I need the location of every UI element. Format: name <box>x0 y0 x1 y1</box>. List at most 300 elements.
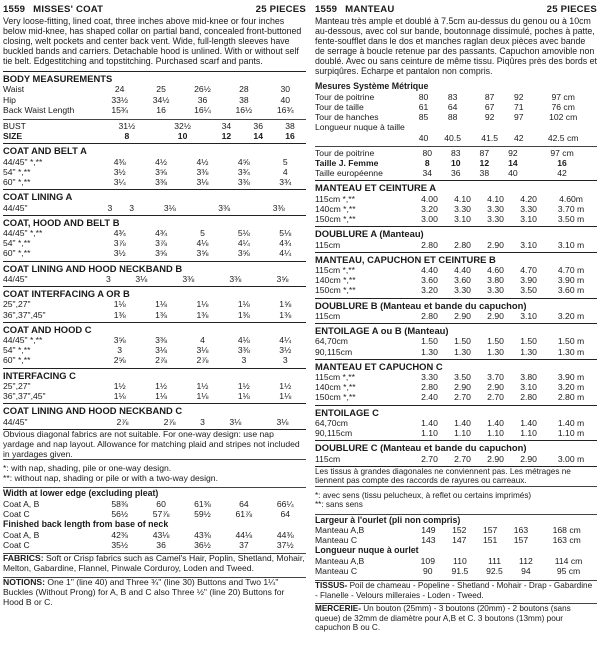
section-title: COAT INTERFACING A OR B <box>3 286 306 299</box>
cell-value: 43⅛ <box>152 529 170 540</box>
section-table <box>315 372 597 403</box>
cell-value: 4.40 <box>454 264 471 275</box>
table-row <box>3 299 306 309</box>
cell-value: 4¼ <box>279 335 292 346</box>
row-label: 44/45" <box>3 202 28 213</box>
width-heading: Width at lower edge (excluding pleat) <box>3 487 306 499</box>
yardage-section <box>3 215 306 259</box>
cell-value: 2.70 <box>487 392 504 403</box>
section-table <box>3 335 306 366</box>
cell-value: 3 <box>107 202 113 213</box>
cell-value: 3 <box>200 416 205 427</box>
table-row <box>3 417 306 427</box>
cell-value: 3⅞ <box>113 238 126 249</box>
cell-value: 3⅜ <box>218 202 231 213</box>
cell-value: 1½ <box>279 380 292 391</box>
row-label: 64,70cm <box>315 417 348 428</box>
table-row <box>315 347 597 357</box>
english-column <box>3 4 306 608</box>
cell-value: 41.5 <box>481 132 499 143</box>
english-description: Very loose-fitting, lined coat, three inches above mid-knee or four inches below mid-knee, has shaped collar on partial band, concealed front-buttoned closing, welt pockets and center back vent. Wide, full-length sleeves have buckled bands and carriers. Detachable hood is unlined. With or without self tie belt. Edgestitching and topstitching. Purchased scarf and pants. <box>3 15 302 66</box>
row-label: 44/45" <box>3 273 28 284</box>
cell-value: 3.30 <box>421 372 438 383</box>
cell-value: 4.10 <box>487 193 504 204</box>
cell-value: 3.70 m <box>557 203 585 214</box>
cell-value: 1.50 m <box>557 336 585 347</box>
cell-value: 1⅛ <box>113 299 126 310</box>
section-title: DOUBLURE C (Manteau et bande du capuchon) <box>315 440 597 453</box>
row-label: 54" *,** <box>3 345 31 356</box>
cell-value: 64 <box>239 498 249 509</box>
section-title: COAT AND HOOD C <box>3 322 306 335</box>
cell-value: 157 <box>513 535 529 546</box>
cell-value: 36 <box>451 168 461 179</box>
cell-value: 3.50 m <box>557 214 585 225</box>
cell-value: 3⅝ <box>276 273 289 284</box>
fabrics-block <box>3 553 306 574</box>
table-row <box>315 265 597 275</box>
cell-value: 109 <box>420 556 435 567</box>
cell-value: 4.20 <box>520 193 537 204</box>
section-title: MANTEAU, CAPUCHON ET CEINTURE B <box>315 252 597 265</box>
cell-value: 3¾ <box>237 166 250 177</box>
cell-value: 92 <box>513 91 524 102</box>
row-label: Manteau C <box>315 566 358 577</box>
cell-value: 60 <box>156 498 166 509</box>
table-row <box>3 228 306 238</box>
row-label: 140cm *,** <box>315 382 356 393</box>
yardage-section <box>3 143 306 187</box>
cell-value: 3⅛ <box>196 177 209 188</box>
row-label: 150cm *,** <box>315 392 356 403</box>
cell-value: 3.80 <box>520 372 537 383</box>
section-table <box>3 203 306 213</box>
cell-value: 97 cm <box>550 147 574 158</box>
row-label: 54" *,** <box>3 238 31 249</box>
cell-value: 3.30 <box>520 203 537 214</box>
table-row <box>315 556 597 566</box>
row-label: 36",37",45" <box>3 391 46 402</box>
section-table <box>3 299 306 319</box>
row-label: 44/45" *,** <box>3 228 43 238</box>
cell-value: 2.80 m <box>557 392 585 403</box>
row-label: 140cm *,** <box>315 203 356 214</box>
table-row <box>315 372 597 382</box>
cell-value: 1.10 m <box>557 428 585 439</box>
cell-value: 35½ <box>111 539 129 550</box>
cell-value: 87 <box>479 147 490 158</box>
cell-value: 2.70 <box>454 453 471 464</box>
cell-value: 3 <box>129 202 135 213</box>
section-table <box>315 454 597 464</box>
table-row <box>3 105 306 115</box>
table-row <box>3 310 306 320</box>
table-row <box>315 285 597 295</box>
cell-value: 1.50 <box>520 336 537 347</box>
cell-value: 61⅞ <box>235 508 253 519</box>
cell-value: 2⅞ <box>196 355 209 366</box>
cell-value: 8 <box>124 131 130 142</box>
cell-value: 3.10 <box>520 239 537 250</box>
section-title: MANTEAU ET CEINTURE A <box>315 180 597 193</box>
cell-value: 3⅛ <box>163 202 176 213</box>
cell-value: 3.60 <box>421 275 438 286</box>
body-measurements-table <box>3 84 306 115</box>
cell-value: 34½ <box>152 94 170 105</box>
section-title: COAT AND BELT A <box>3 143 306 156</box>
table-row <box>3 121 306 131</box>
cell-value: 90 <box>423 566 433 577</box>
nap-note-without: **: sans sens <box>315 500 363 510</box>
cell-value: 4⅛ <box>196 238 209 249</box>
cell-value: 42⅜ <box>111 529 129 540</box>
cell-value: 44⅛ <box>235 529 253 540</box>
table-row <box>315 535 597 545</box>
cell-value: 1.10 <box>421 428 438 439</box>
row-label: 36",37",45" <box>3 309 46 320</box>
cell-value: 3⅜ <box>196 166 209 177</box>
yardage-section <box>315 180 597 224</box>
cell-value <box>434 122 471 132</box>
cell-value: 3⅝ <box>155 248 168 259</box>
cell-value: 10 <box>177 131 188 142</box>
cell-value: 2.80 <box>421 382 438 393</box>
cell-value: 1⅛ <box>196 391 209 402</box>
cell-value: 4 <box>200 335 205 346</box>
cell-value: 2.90 <box>454 310 471 321</box>
cell-value: 88 <box>447 112 458 123</box>
cell-value: 14 <box>253 131 263 142</box>
cell-value: 1.40 <box>520 417 537 428</box>
table-row <box>3 95 306 105</box>
cell-value: 111 <box>487 556 501 567</box>
metric-heading: Mesures Système Métrique <box>315 81 429 92</box>
section-title: COAT LINING AND HOOD NECKBAND C <box>3 403 306 416</box>
row-label: 115cm *,** <box>315 193 355 204</box>
cell-value: 58⅜ <box>111 498 129 509</box>
cell-value: 83 <box>451 147 461 158</box>
tissus-block <box>315 580 597 600</box>
cell-value: 2.70 <box>454 392 471 403</box>
cell-value: 1½ <box>196 380 209 391</box>
section-title: DOUBLURE A (Manteau) <box>315 226 597 239</box>
table-row <box>315 311 597 321</box>
cell-value: 4¾ <box>113 228 126 238</box>
row-label: Hip <box>3 94 16 105</box>
table-row <box>3 274 306 284</box>
cell-value: 3.30 <box>487 285 504 296</box>
cell-value: 1.50 <box>487 336 504 347</box>
cell-value: 1⅛ <box>196 299 209 310</box>
yardage-section <box>315 252 597 296</box>
pattern-title: MISSES' COAT <box>33 4 104 15</box>
cell-value: 34 <box>221 120 232 131</box>
cell-value: 149 <box>421 525 436 536</box>
cell-value: 2⅝ <box>113 355 126 366</box>
yardage-section <box>315 405 597 439</box>
cell-value: 3⅝ <box>196 248 209 259</box>
cell-value: 1⅜ <box>113 309 126 320</box>
row-label: 115cm *,** <box>315 372 355 383</box>
french-column <box>315 4 597 633</box>
diagonal-note: Les tissus à grandes diagonales ne conviennent pas. Les métrages ne tiennent pas compte des raccords de rayures ou carreaux. <box>315 466 597 487</box>
cell-value: 151 <box>482 535 498 546</box>
table-row <box>3 167 306 177</box>
cell-value: 16½ <box>235 104 253 115</box>
table-row <box>3 157 306 167</box>
nap-note-without: **: without nap, shading or pile or with a two-way design. <box>3 473 218 484</box>
cell-value: 1.30 <box>421 346 438 357</box>
table-row <box>3 238 306 248</box>
row-label: Coat C <box>3 539 30 550</box>
cell-value: 3.10 m <box>557 239 585 250</box>
tissus-label: TISSUS- <box>315 581 348 591</box>
cell-value: 1.50 <box>454 336 471 347</box>
row-label: Back Waist Length <box>3 104 75 115</box>
cell-value: 36½ <box>194 539 211 550</box>
table-row <box>3 203 306 213</box>
cell-value: 143 <box>421 535 436 546</box>
cell-value: 92 <box>508 147 518 158</box>
cell-value: 91.5 <box>451 566 469 577</box>
cell-value: 15¾ <box>111 104 129 115</box>
cell-value: 2.80 <box>421 310 438 321</box>
cell-value: 3⅝ <box>237 248 250 259</box>
section-title: INTERFACING C <box>3 368 306 381</box>
cell-value: 3.00 m <box>557 453 585 464</box>
cell-value: 3⅜ <box>229 273 242 284</box>
cell-value: 5⅛ <box>279 228 292 238</box>
cell-value: 1⅛ <box>237 391 250 402</box>
cell-value: 80 <box>422 147 433 158</box>
table-row <box>315 122 597 132</box>
cell-value: 3.90 m <box>557 372 585 383</box>
table-row <box>3 335 306 345</box>
table-row <box>315 214 597 224</box>
cell-value: 3 <box>106 273 111 284</box>
cell-value: 3.00 <box>421 214 438 225</box>
yardage-section <box>315 298 597 321</box>
cell-value: 3¾ <box>279 177 292 188</box>
cell-value: 40 <box>280 94 291 105</box>
cell-value: 1.10 <box>454 428 471 439</box>
pattern-title: MANTEAU <box>345 4 395 15</box>
section-title: COAT, HOOD AND BELT B <box>3 215 306 228</box>
cell-value: 1.30 <box>520 346 537 357</box>
cell-value: 2.90 <box>487 382 504 393</box>
pieces-count: 25 PIECES <box>546 4 597 15</box>
cell-value: 4.70 <box>520 264 537 275</box>
section-title: DOUBLURE B (Manteau et bande du capuchon) <box>315 298 597 311</box>
table-row <box>3 509 306 519</box>
yardage-section <box>3 368 306 402</box>
cell-value: 2.80 <box>520 392 537 403</box>
cell-value: 3⅛ <box>155 345 168 356</box>
cell-value: 64 <box>280 508 291 519</box>
cell-value: 3½ <box>113 248 126 259</box>
cell-value: 36 <box>253 120 263 131</box>
pieces-count: 25 PIECES <box>255 4 306 15</box>
size-table <box>3 121 306 141</box>
row-label: 44/45" *,** <box>3 335 43 346</box>
cell-value: 92.5 <box>486 566 503 577</box>
row-label: 150cm *,** <box>315 214 356 225</box>
row-label: Manteau A,B <box>315 525 365 536</box>
cell-value: 32½ <box>174 120 191 131</box>
row-label: 140cm *,** <box>315 275 356 286</box>
cell-value: 10 <box>451 157 461 168</box>
cell-value: 40 <box>508 168 518 179</box>
table-row <box>315 168 597 178</box>
table-row <box>315 336 597 346</box>
table-row <box>3 540 306 550</box>
cell-value: 102 cm <box>549 112 578 123</box>
cell-value: 2.70 <box>421 453 438 464</box>
cell-value: 1⅛ <box>113 391 126 402</box>
cell-value: 2.40 <box>421 392 438 403</box>
divider <box>315 146 597 147</box>
cell-value <box>529 122 597 132</box>
cell-value: 1⅜ <box>196 309 209 320</box>
table-row <box>3 248 306 258</box>
table-row <box>3 391 306 401</box>
cell-value: 5 <box>282 156 288 167</box>
section-title: ENTOILAGE C <box>315 405 597 418</box>
cell-value: 110 <box>453 556 467 567</box>
cell-value: 1.30 <box>454 346 471 357</box>
size-table <box>315 148 597 179</box>
row-label: 64,70cm <box>315 336 348 347</box>
cell-value: 40 <box>418 132 429 143</box>
cell-value: 3.20 m <box>557 310 585 321</box>
row-label: BUST <box>3 120 26 131</box>
cell-value: 67 <box>484 101 495 112</box>
cell-value: 66¼ <box>276 498 294 509</box>
cell-value: 4.40 <box>421 264 438 275</box>
row-label: 44/45" <box>3 416 28 427</box>
cell-value: 3.20 <box>421 203 438 214</box>
cell-value: 34 <box>422 168 433 179</box>
cell-value: 2.90 <box>487 310 504 321</box>
cell-value: 14 <box>508 157 518 168</box>
divider <box>3 119 306 120</box>
cell-value: 38 <box>479 168 490 179</box>
cell-value: 3 <box>241 355 247 366</box>
cell-value: 37 <box>239 539 249 550</box>
cell-value: 4⅜ <box>113 156 126 167</box>
cell-value: 3⅛ <box>229 416 242 427</box>
cell-value: 4.70 m <box>557 264 585 275</box>
cell-value: 3 <box>282 355 288 366</box>
cell-value: 1.40 <box>487 417 504 428</box>
cell-value: 2⅞ <box>163 416 176 427</box>
cell-value: 1⅜ <box>279 309 292 320</box>
cell-value: 71 <box>513 101 524 112</box>
metric-measurements-table <box>315 92 597 143</box>
table-row <box>3 345 306 355</box>
cell-value: 28 <box>239 84 249 95</box>
cell-value: 1⅝ <box>279 299 292 310</box>
cell-value: 1½ <box>237 380 250 391</box>
table-row <box>3 381 306 391</box>
table-row <box>315 382 597 392</box>
cell-value: 16 <box>156 104 166 115</box>
cell-value: 4.60m <box>559 193 583 204</box>
row-label: Waist <box>3 84 25 95</box>
row-label: Coat A, B <box>3 498 40 509</box>
french-header <box>315 4 597 16</box>
cell-value: 3½ <box>279 345 292 356</box>
mercerie-text: Un bouton (25mm) - 3 boutons (20mm) - 2 boutons (sans queue) de 32mm de diamètre pour A,B et C. 3 boutons (13mm) pour capuchon B ou C. <box>315 604 571 633</box>
row-label <box>315 133 413 143</box>
cell-value: 30 <box>280 84 291 95</box>
cell-value: 1⅛ <box>237 299 250 310</box>
cell-value: 12 <box>479 157 490 168</box>
notions-text: One 1" (line 40) and Three ¾" (line 30) Buttons and Two 1¼" Buckles (Without Prong) for A, B and C also Three ½" (line 20) Buttons for Hood B or C. <box>3 576 285 607</box>
row-label: Longueur nuque à taille <box>315 122 405 133</box>
cell-value: 3.30 <box>454 203 471 214</box>
row-label: 115cm *,** <box>315 264 355 275</box>
cell-value: 1½ <box>113 380 126 391</box>
cell-value: 42.5 cm <box>547 132 579 143</box>
cell-value: 36 <box>156 539 166 550</box>
yardage-section <box>315 226 597 249</box>
yardage-section <box>3 189 306 212</box>
row-label: 115cm <box>315 310 341 321</box>
fabrics-label: FABRICS: <box>3 553 44 564</box>
cell-value: 92 <box>484 112 495 123</box>
cell-value: 37½ <box>276 539 294 550</box>
cell-value: 59½ <box>194 508 211 519</box>
cell-value: 3⅜ <box>237 345 250 356</box>
cell-value: 1.50 <box>421 336 438 347</box>
cell-value: 3⅝ <box>113 335 126 346</box>
largeur-heading: Largeur à l'ourlet (pli non compris) <box>315 514 597 526</box>
cell-value: 3⅜ <box>155 335 168 346</box>
diagonal-note: Obvious diagonal fabrics are not suitable. For one-way design: use nap yardage and nap layout. Allowance for matching plaid and stripes not included in yardages given. <box>3 429 306 461</box>
section-table <box>3 157 306 188</box>
cell-value: 1⅛ <box>279 391 292 402</box>
yardage-section <box>315 323 597 357</box>
mercerie-block <box>315 603 597 632</box>
cell-value: 1⅜ <box>155 309 168 320</box>
cell-value: 38 <box>285 120 295 131</box>
cell-value: 38 <box>239 94 249 105</box>
row-label: 25",27" <box>3 299 31 310</box>
cell-value: 4⅝ <box>237 156 250 167</box>
cell-value: 3.10 <box>520 310 537 321</box>
notions-block <box>3 577 306 608</box>
cell-value: 5 <box>200 228 205 238</box>
cell-value: 3.30 <box>487 203 504 214</box>
width-table <box>3 499 306 519</box>
mercerie-label: MERCERIE- <box>315 604 361 614</box>
cell-value: 36 <box>197 94 208 105</box>
cell-value: 31½ <box>118 120 136 131</box>
yardage-sections <box>3 143 306 427</box>
cell-value: 57⅞ <box>152 508 170 519</box>
cell-value: 3.90 <box>520 275 537 286</box>
cell-value: 2.90 <box>520 453 537 464</box>
table-row <box>315 102 597 112</box>
cell-value: 3.60 m <box>557 285 585 296</box>
yardage-section <box>3 261 306 284</box>
cell-value: 97 <box>513 112 524 123</box>
cell-value: 1½ <box>155 380 168 391</box>
section-title: MANTEAU ET CAPUCHON C <box>315 359 597 372</box>
table-row <box>315 454 597 464</box>
table-row <box>315 148 597 158</box>
